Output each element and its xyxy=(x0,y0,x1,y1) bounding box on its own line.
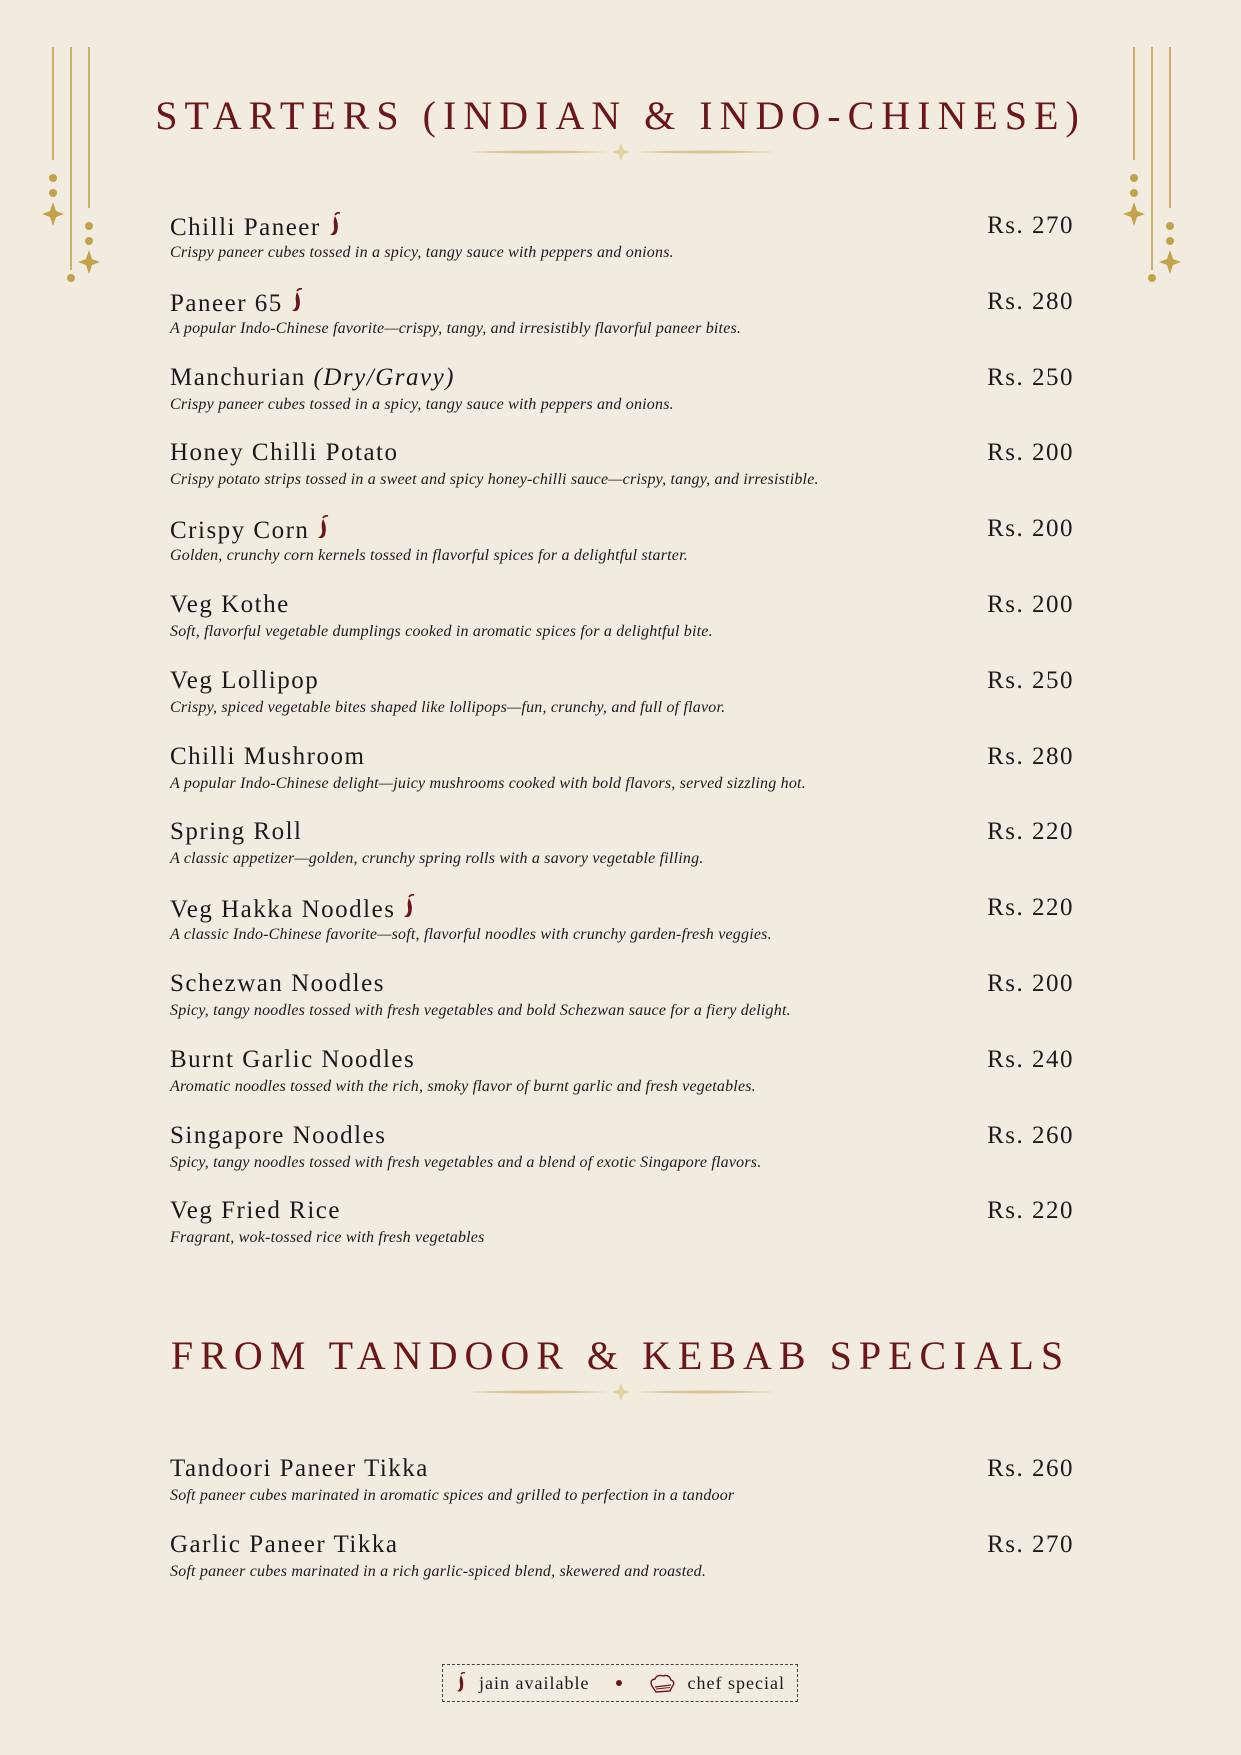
item-price: Rs. 220 xyxy=(987,894,1074,922)
menu-item xyxy=(170,667,1074,729)
item-name xyxy=(170,1455,429,1483)
item-description: A classic appetizer—golden, crunchy spring rolls with a savory vegetable filling. xyxy=(170,850,704,868)
menu-item xyxy=(170,439,1074,501)
item-price: Rs. 220 xyxy=(987,818,1074,846)
item-description: A popular Indo-Chinese favorite—crispy, tangy, and irresistibly flavorful paneer bites. xyxy=(170,319,742,337)
item-name xyxy=(170,667,319,695)
item-price: Rs. 220 xyxy=(987,1197,1074,1225)
menu-item xyxy=(170,1046,1074,1108)
item-price: Rs. 250 xyxy=(987,363,1074,391)
item-name xyxy=(170,743,365,771)
chilli-icon xyxy=(290,288,304,314)
sparkle-icon xyxy=(612,143,630,161)
item-description: Crispy, spiced vegetable bites shaped like lollipops—fun, crunchy, and full of flavor. xyxy=(170,698,726,716)
item-variant: (Dry/Gravy) xyxy=(313,363,455,391)
section-title-tandoor: FROM TANDOOR & KEBAB SPECIALS xyxy=(170,1333,1071,1378)
item-name xyxy=(170,970,385,998)
item-description: Soft, flavorful vegetable dumplings cooked in aromatic spices for a delightful bite. xyxy=(170,623,713,640)
item-name xyxy=(170,894,416,924)
item-name-text: Spring Roll xyxy=(170,818,303,846)
section-divider xyxy=(468,1382,774,1402)
item-name xyxy=(170,1046,415,1074)
legend-chef-label: chef special xyxy=(687,1672,785,1693)
menu-item xyxy=(170,970,1074,1032)
item-name xyxy=(170,1122,386,1150)
section-divider xyxy=(468,142,774,162)
sparkle-icon xyxy=(612,1383,630,1401)
item-name-text: Schezwan Noodles xyxy=(170,970,385,997)
item-description: Spicy, tangy noodles tossed with fresh vegetables and a blend of exotic Singapore flavors. xyxy=(170,1153,762,1171)
item-price: Rs. 280 xyxy=(987,742,1074,770)
left-ornament xyxy=(40,0,120,300)
item-name-text: Veg Hakka Noodles xyxy=(170,896,396,924)
item-price: Rs. 260 xyxy=(987,1121,1074,1149)
item-description: Soft paneer cubes marinated in a rich garlic-spiced blend, skewered and roasted. xyxy=(170,1562,707,1580)
menu-item xyxy=(170,1531,1074,1593)
item-description: Spicy, tangy noodles tossed with fresh vegetables and bold Schezwan sauce for a fiery delight. xyxy=(170,1002,791,1019)
item-name-text: Chilli Paneer xyxy=(170,214,321,241)
menu-item xyxy=(170,1122,1074,1184)
legend-separator-dot xyxy=(616,1680,622,1686)
item-name-text: Paneer 65 xyxy=(170,289,283,317)
menu-item xyxy=(170,894,1074,956)
chilli-icon xyxy=(402,894,416,920)
item-name xyxy=(170,288,304,318)
item-name-text: Singapore Noodles xyxy=(170,1121,387,1149)
item-name-text: Veg Kothe xyxy=(170,591,290,618)
chilli-icon xyxy=(316,515,330,541)
item-price: Rs. 280 xyxy=(987,287,1074,315)
item-description: A popular Indo-Chinese delight—juicy mushrooms cooked with bold flavors, served sizzling hot. xyxy=(170,774,806,792)
item-name-text: Garlic Paneer Tikka xyxy=(170,1530,399,1558)
menu-item xyxy=(170,591,1074,653)
item-price: Rs. 240 xyxy=(987,1045,1074,1073)
menu-item xyxy=(170,288,1074,350)
item-name xyxy=(170,818,303,846)
item-name xyxy=(170,1531,398,1559)
right-ornament xyxy=(1121,0,1201,300)
item-name-text: Chilli Mushroom xyxy=(170,742,366,770)
item-price: Rs. 200 xyxy=(987,515,1074,543)
section-title-starters: STARTERS (INDIAN & INDO-CHINESE) xyxy=(155,93,1086,138)
item-price: Rs. 270 xyxy=(987,212,1074,239)
item-price: Rs. 200 xyxy=(987,591,1074,618)
item-description: Crispy paneer cubes tossed in a spicy, tangy sauce with peppers and onions. xyxy=(170,244,674,261)
menu-item xyxy=(170,1197,1074,1259)
chilli-icon xyxy=(455,1672,467,1694)
item-name xyxy=(170,212,342,242)
item-description: Crispy potato strips tossed in a sweet and spicy honey-chilli sauce—crispy, tangy, and irresistible. xyxy=(170,471,819,489)
item-description: Soft paneer cubes marinated in aromatic spices and grilled to perfection in a tandoor xyxy=(170,1487,735,1504)
item-name-text: Crispy Corn xyxy=(170,517,310,545)
item-price: Rs. 250 xyxy=(987,666,1074,694)
item-price: Rs. 200 xyxy=(987,970,1074,997)
item-description: Aromatic noodles tossed with the rich, smoky flavor of burnt garlic and fresh vegetables. xyxy=(170,1077,756,1095)
chilli-icon xyxy=(328,212,342,238)
item-name-text: Honey Chilli Potato xyxy=(170,439,399,467)
item-name xyxy=(170,364,455,392)
item-name-text: Manchurian xyxy=(170,363,306,391)
item-price: Rs. 260 xyxy=(987,1455,1074,1482)
item-name xyxy=(170,591,290,619)
menu-item xyxy=(170,515,1074,577)
item-description: Golden, crunchy corn kernels tossed in flavorful spices for a delightful starter. xyxy=(170,547,688,565)
legend-jain-label: jain available xyxy=(479,1672,590,1693)
item-name xyxy=(170,439,399,467)
item-description: Fragrant, wok-tossed rice with fresh vegetables xyxy=(170,1229,485,1247)
item-name xyxy=(170,515,330,545)
legend-box xyxy=(442,1664,798,1702)
item-description: Crispy paneer cubes tossed in a spicy, tangy sauce with peppers and onions. xyxy=(170,395,674,413)
item-description: A classic Indo-Chinese favorite—soft, flavorful noodles with crunchy garden-fresh veggies. xyxy=(170,926,772,944)
item-name-text: Tandoori Paneer Tikka xyxy=(170,1455,429,1482)
item-price: Rs. 270 xyxy=(987,1530,1074,1558)
menu-item xyxy=(170,364,1074,426)
item-price: Rs. 200 xyxy=(987,439,1074,467)
item-name xyxy=(170,1197,341,1225)
menu-item xyxy=(170,818,1074,880)
item-name-text: Burnt Garlic Noodles xyxy=(170,1045,416,1073)
menu-item xyxy=(170,743,1074,805)
chef-hat-icon xyxy=(648,1672,676,1694)
menu-item xyxy=(170,1455,1074,1517)
menu-item xyxy=(170,212,1074,274)
item-name-text: Veg Lollipop xyxy=(170,666,320,694)
item-name-text: Veg Fried Rice xyxy=(170,1197,341,1225)
